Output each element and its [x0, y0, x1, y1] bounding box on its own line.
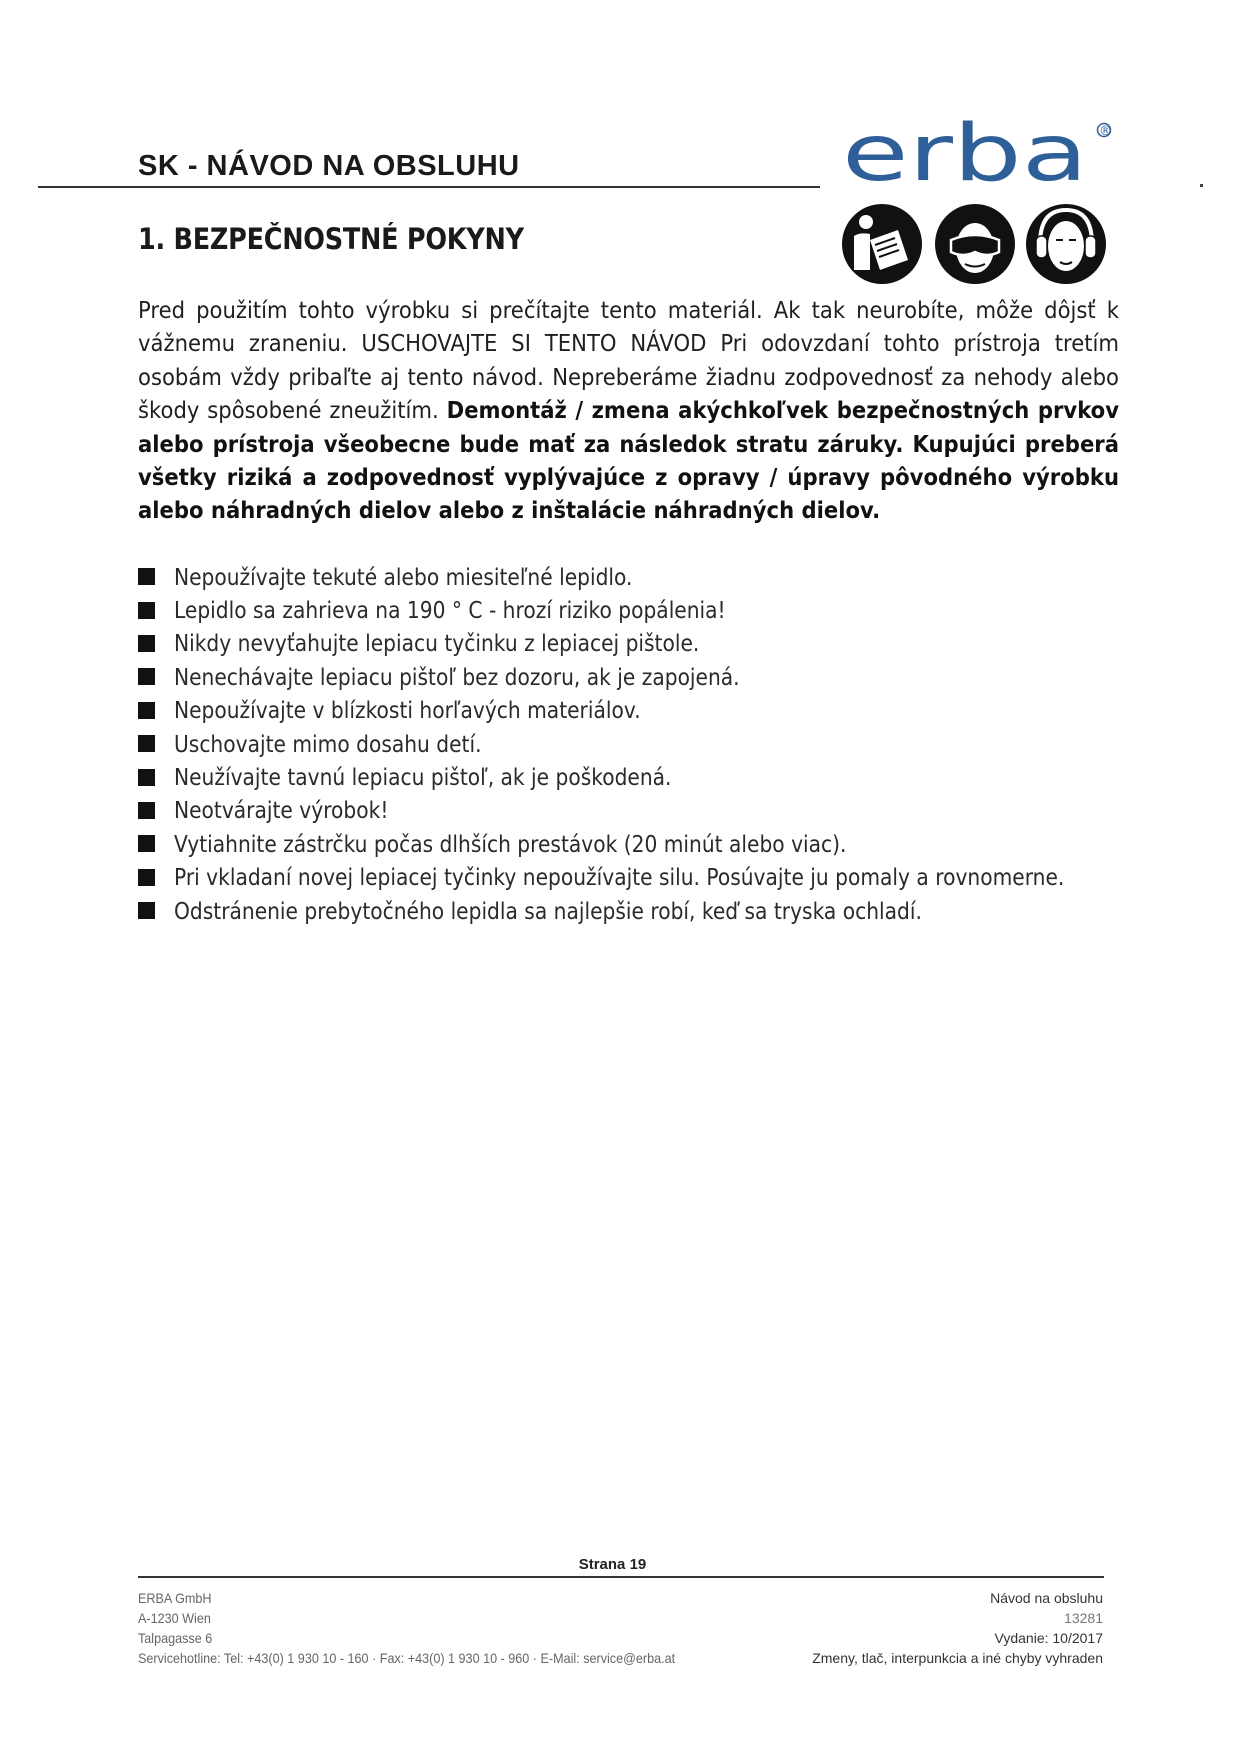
rule-text: Odstránenie prebytočného lepidla sa najlepšie robí, keď sa tryska ochladí. [174, 896, 922, 925]
rule-text: Pri vkladaní novej lepiacej tyčinky nepoužívajte silu. Posúvajte ju pomaly a rovnomerne. [174, 863, 1065, 892]
page-number-label: Strana 19 [578, 1556, 647, 1573]
square-bullet-icon [138, 735, 155, 752]
page-title: SK - NÁVOD NA OBSLUHU [138, 150, 520, 182]
list-item [138, 694, 1209, 727]
page-number [0, 1556, 1241, 1573]
square-bullet-icon [138, 702, 155, 719]
list-item [138, 627, 1209, 660]
section-title: 1. BEZPEČNOSTNÉ POKYNY [138, 222, 524, 256]
square-bullet-icon [138, 802, 155, 819]
header-divider [38, 186, 820, 188]
square-bullet-icon [138, 635, 155, 652]
ear-protection-icon [1026, 204, 1106, 284]
rule-text: Vytiahnite zástrčku počas dlhších prestávok (20 minút alebo viac). [174, 829, 847, 858]
company-city: A-1230 Wien [138, 1610, 211, 1626]
erba-logo [842, 118, 1122, 196]
list-item [138, 827, 1209, 860]
rule-text: Nepoužívajte v blízkosti horľavých materiálov. [174, 696, 641, 725]
rule-text: Nikdy nevyťahujte lepiacu tyčinku z lepiacej pištole. [174, 629, 700, 658]
rule-text: Neužívajte tavnú lepiacu pištoľ, ak je poškodená. [174, 763, 672, 792]
square-bullet-icon [138, 769, 155, 786]
list-item [138, 760, 1209, 793]
footer-document-info [812, 1588, 1103, 1668]
square-bullet-icon [138, 869, 155, 886]
read-manual-icon [842, 204, 922, 284]
disclaimer: Zmeny, tlač, interpunkcia a iné chyby vyhraden [812, 1650, 1103, 1666]
square-bullet-icon [138, 902, 155, 919]
rule-text: Nepoužívajte tekuté alebo miesiteľné lepidlo. [174, 562, 633, 591]
square-bullet-icon [138, 668, 155, 685]
intro-text: Pred použitím tohto výrobku si prečítajte tento materiál. Ak tak neurobíte, môže dôjsť k vážnemu zraneniu. USCHOVAJTE SI TENTO NÁVOD Pri odovzdaní tohto prístroja tretím osobám vždy pribaľte aj tento návod. Nepreberáme žiadnu zodpovednosť za nehody alebo škody spôsobené zneužitím. [138, 296, 1119, 425]
stray-dot [1200, 184, 1203, 187]
footer-company-info [138, 1588, 735, 1668]
square-bullet-icon [138, 835, 155, 852]
article-number: 13281 [1064, 1610, 1103, 1626]
document-type: Návod na obsluhu [990, 1590, 1103, 1606]
logo-registered-mark: ® [1099, 124, 1112, 139]
safety-goggles-icon [935, 204, 1015, 284]
list-item [138, 660, 1209, 693]
list-item [138, 727, 1209, 760]
safety-icons [840, 200, 1110, 288]
edition: Vydanie: 10/2017 [994, 1630, 1103, 1646]
square-bullet-icon [138, 568, 155, 585]
list-item [138, 794, 1209, 827]
list-item [138, 861, 1209, 894]
footer-divider [138, 1576, 1104, 1578]
company-street: Talpagasse 6 [138, 1630, 213, 1646]
safety-rules-list [138, 560, 1209, 927]
intro-paragraph [138, 294, 1119, 528]
rule-text: Nenechávajte lepiacu pištoľ bez dozoru, ak je zapojená. [174, 662, 740, 691]
list-item [138, 560, 1209, 593]
rule-text: Uschovajte mimo dosahu detí. [174, 729, 482, 758]
square-bullet-icon [138, 602, 155, 619]
service-hotline: Servicehotline: Tel: +43(0) 1 930 10 - 160 · Fax: +43(0) 1 930 10 - 960 · E-Mail: service@erba.at [138, 1650, 676, 1666]
logo-wordmark: erba [842, 118, 1088, 196]
rule-text: Neotvárajte výrobok! [174, 796, 389, 825]
rule-text: Lepidlo sa zahrieva na 190 ° C - hrozí riziko popálenia! [174, 596, 726, 625]
list-item [138, 593, 1209, 626]
intro-warranty-warning: Demontáž / zmena akýchkoľvek bezpečnostných prvkov alebo prístroja všeobecne bude mať za následok stratu záruky. Kupujúci preberá všetky riziká a zodpovednosť vyplývajúce z opravy / úpravy pôvodného výrobku alebo náhradných dielov alebo z inštalácie náhradných dielov. [138, 396, 1120, 525]
company-name: ERBA GmbH [138, 1590, 212, 1606]
list-item [138, 894, 1209, 927]
